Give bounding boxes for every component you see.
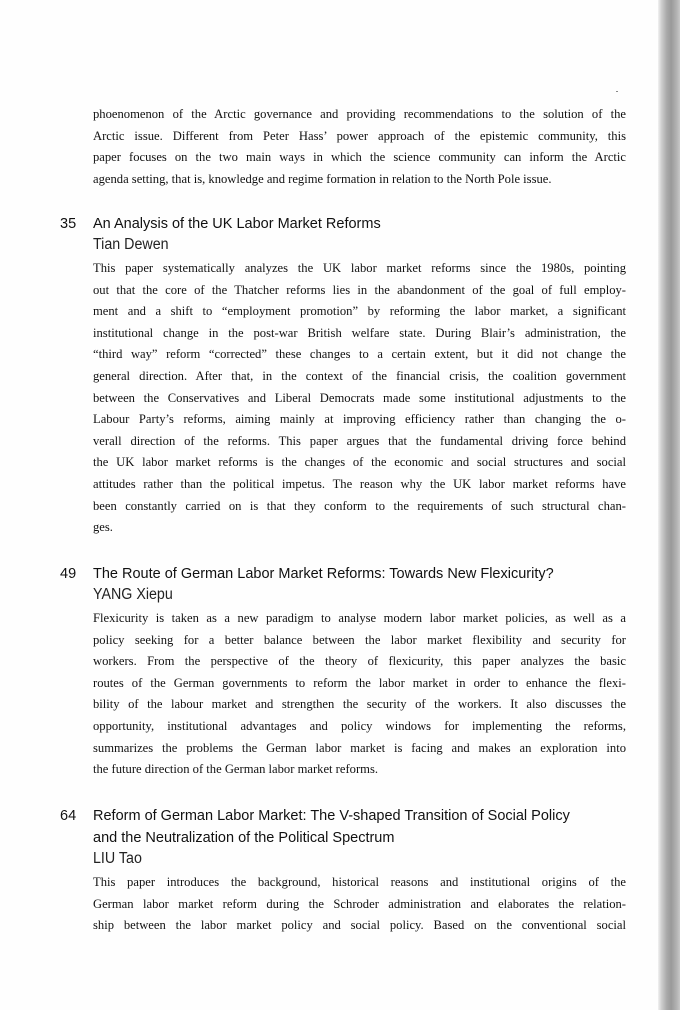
entry-abstract [93,872,626,937]
abstract-line: This paper systematically analyzes the UK labor market reforms since the 1980s, pointing [93,261,626,275]
abstract-line: the UK labor market reforms is the changes of the economic and social structures and social [93,455,626,470]
abstract-line: routes of the German governments to reform the labor market in order to enhance the flexi- [93,675,626,690]
abstract-line: institutional change in the post-war British welfare state. During Blair’s administration, the [93,325,626,340]
entry-page-number: 49 [60,566,77,582]
page-edge-shadow [658,0,680,1010]
abstract-line: Labour Party’s reforms, aiming mainly at improving efficiency rather than changing the o- [93,412,626,427]
abstract-line: policy seeking for a better balance between the labor market flexibility and security for [93,632,626,647]
continued-abstract [93,104,626,190]
abstract-line: This paper introduces the background, historical reasons and institutional origins of the [93,875,626,889]
abstract-line: Flexicurity is taken as a new paradigm to analyse modern labor market policies, as well as a [93,611,626,625]
abstract-line: ment and a shift to “employment promotion” by reforming the labor market, a significant [93,304,626,319]
entry-title: An Analysis of the UK Labor Market Reforms [93,216,381,232]
abstract-line: “third way” reform “corrected” these changes to a certain extent, but it did not change the [93,347,626,362]
entry-abstract [93,608,626,781]
abstract-line: Arctic issue. Different from Peter Hass’ power approach of the epistemic community, this [93,128,626,143]
scan-artifact [616,91,618,92]
abstract-line: verall direction of the reforms. This paper argues that the fundamental driving force behind [93,433,626,448]
abstract-line: paper focuses on the two main ways in which the science community can inform the Arctic [93,150,626,165]
abstract-line: opportunity, institutional advantages and policy windows for implementing the reforms, [93,718,626,733]
entry-page-number: 35 [60,216,77,232]
abstract-line: German labor market reform during the Schroder administration and elaborates the relation- [93,896,626,911]
abstract-line: phoenomenon of the Arctic governance and providing recommendations to the solution of the [93,107,626,121]
entry-title-continued: and the Neutralization of the Political Spectrum [93,830,395,846]
abstract-line: agenda setting, that is, knowledge and regime formation in relation to the North Pole issue. [93,171,552,186]
abstract-line: out that the core of the Thatcher reforms lies in the abandonment of the goal of full employ- [93,282,626,297]
abstract-line: workers. From the perspective of the theory of flexicurity, this paper analyzes the basic [93,654,626,669]
abstract-line: between the Conservatives and Liberal Democrats made some institutional adjustments to the [93,390,626,405]
entry-author: YANG Xiepu [93,586,173,603]
entry-author: Tian Dewen [93,236,169,253]
abstract-line: ges. [93,520,113,535]
abstract-line: the future direction of the German labor market reforms. [93,762,378,777]
abstract-line: summarizes the problems the German labor market is facing and makes an exploration into [93,740,626,755]
abstract-line: bility of the labour market and strengthen the security of the workers. It also discusses the [93,697,626,712]
entry-author: LIU Tao [93,850,142,867]
entry-page-number: 64 [60,808,77,824]
abstract-line: general direction. After that, in the context of the financial crisis, the coalition government [93,368,626,383]
abstract-line: ship between the labor market policy and social policy. Based on the conventional social [93,918,626,933]
entry-title: Reform of German Labor Market: The V-shaped Transition of Social Policy [93,808,570,824]
entry-abstract [93,258,626,539]
abstract-line: been constantly carried on is that they conform to the requirements of such structural chan- [93,498,626,513]
abstract-line: attitudes rather than the political impetus. The reason why the UK labor market reforms have [93,476,626,491]
entry-title: The Route of German Labor Market Reforms: Towards New Flexicurity? [93,566,554,582]
